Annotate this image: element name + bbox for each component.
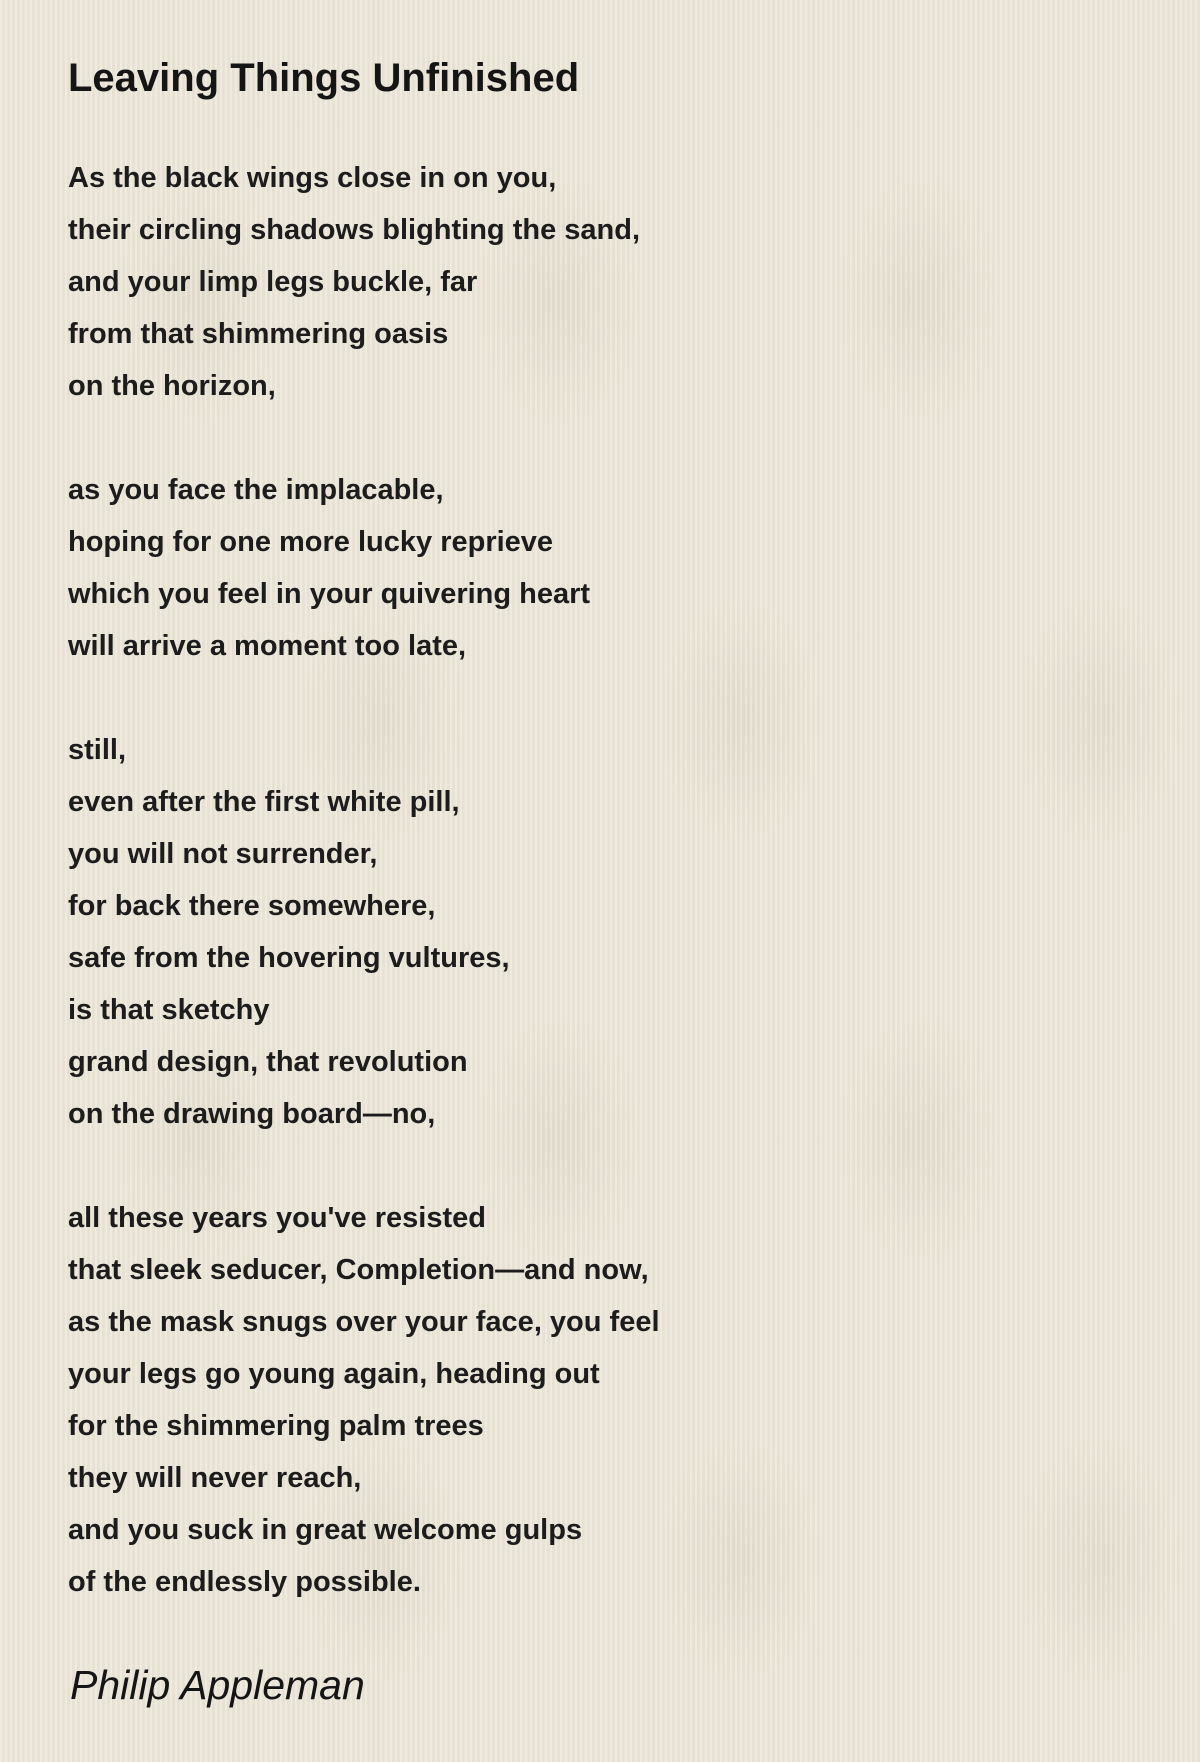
poem-line: will arrive a moment too late, <box>68 630 467 662</box>
poem-line: even after the first white pill, <box>68 786 460 818</box>
poem-line: as the mask snugs over your face, you feel <box>68 1306 660 1338</box>
poem-line: that sleek seducer, Completion—and now, <box>68 1254 649 1286</box>
poem-line: on the drawing board—no, <box>68 1098 436 1130</box>
poem-line: your legs go young again, heading out <box>68 1358 600 1390</box>
poem-line: is that sketchy <box>68 994 270 1026</box>
poem-line: still, <box>68 734 127 766</box>
poem-line: grand design, that revolution <box>68 1046 468 1078</box>
poem-line: their circling shadows blighting the sand, <box>68 214 640 246</box>
poem-line: safe from the hovering vultures, <box>68 942 510 974</box>
poem-body <box>68 152 660 1608</box>
stanza-break <box>68 672 660 724</box>
poem-line: which you feel in your quivering heart <box>68 578 591 610</box>
poem-line: you will not surrender, <box>68 838 378 870</box>
stanza-break <box>68 412 660 464</box>
poem-line: they will never reach, <box>68 1462 362 1494</box>
poem-line: for the shimmering palm trees <box>68 1410 484 1442</box>
poem-line: hoping for one more lucky reprieve <box>68 526 554 558</box>
poem-line: As the black wings close in on you, <box>68 162 557 194</box>
stanza-break <box>68 1140 660 1192</box>
poem-title: Leaving Things Unfinished <box>68 56 580 100</box>
poem-line: for back there somewhere, <box>68 890 436 922</box>
poem-line: from that shimmering oasis <box>68 318 449 350</box>
poem-line: and you suck in great welcome gulps <box>68 1514 583 1546</box>
poem-author: Philip Appleman <box>70 1662 365 1708</box>
poem-line: and your limp legs buckle, far <box>68 266 478 298</box>
poem-line: of the endlessly possible. <box>68 1566 421 1598</box>
poem-line: on the horizon, <box>68 370 276 402</box>
poem-line: all these years you've resisted <box>68 1202 486 1234</box>
poem-line: as you face the implacable, <box>68 474 444 506</box>
